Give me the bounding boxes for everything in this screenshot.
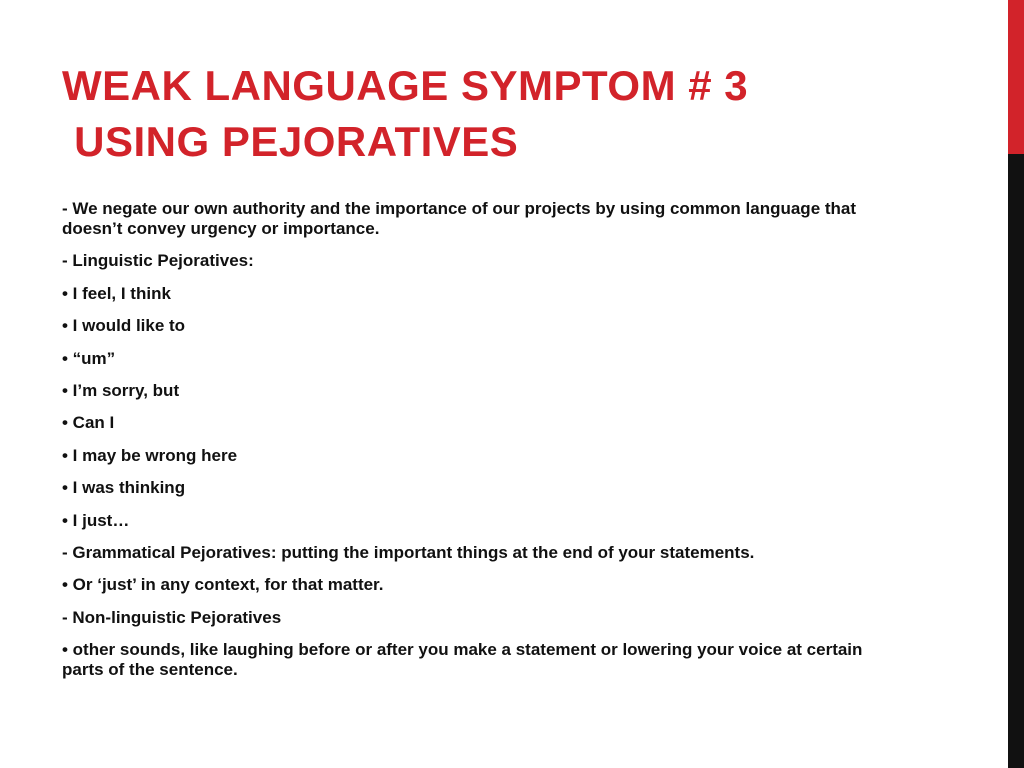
body-paragraph: • I feel, I think <box>62 283 171 303</box>
body-paragraph: - Linguistic Pejoratives: <box>62 251 254 271</box>
body-paragraph: • I’m sorry, but <box>62 380 180 400</box>
body-paragraph: - Non-linguistic Pejoratives <box>62 607 282 627</box>
slide-body <box>62 199 882 692</box>
body-paragraph: - We negate our own authority and the importance of our projects by using common language that doesn’t convey urgency or importance. <box>62 199 857 238</box>
body-paragraph: • other sounds, like laughing before or after you make a statement or lowering your voice at certain parts of the sentence. <box>62 640 863 680</box>
body-paragraph: • I just… <box>62 510 130 530</box>
body-paragraph: • Or ‘just’ in any context, for that matter. <box>62 575 384 595</box>
title-line-1: WEAK LANGUAGE SYMPTOM # 3 <box>62 62 749 109</box>
body-paragraph: - Grammatical Pejoratives: putting the important things at the end of your statements. <box>62 542 755 562</box>
body-paragraph: • I would like to <box>62 316 186 336</box>
slide-title <box>62 58 962 170</box>
accent-bar-top <box>1008 0 1024 154</box>
body-paragraph: • Can I <box>62 413 115 433</box>
body-paragraph: • “um” <box>62 348 116 368</box>
body-paragraph: • I was thinking <box>62 478 186 498</box>
accent-bar-bottom <box>1008 154 1024 768</box>
title-line-2: USING PEJORATIVES <box>62 118 519 165</box>
body-paragraph: • I may be wrong here <box>62 445 238 465</box>
